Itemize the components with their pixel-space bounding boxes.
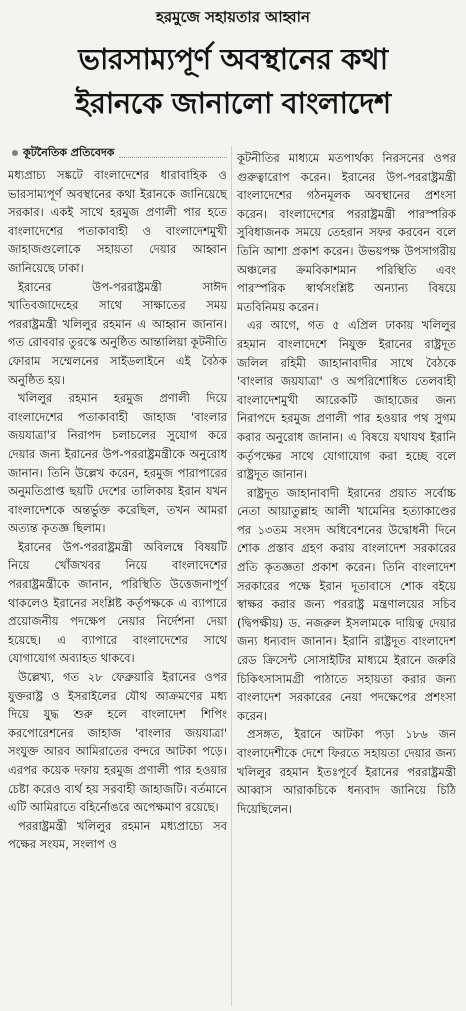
paragraph: এর আগে, গত ৫ এপ্রিল ঢাকায় খলিলুর রহমান বাংলাদেশে নিযুক্ত ইরানের রাষ্ট্রদূত জলিল রহিমী জাহানাবাদীর সাথে বৈঠকে 'বাংলার জয়যাত্রা' ও অপরিশোধিত তেলবাহী বাংলাদেশমুখী আরেকটি জাহাজের জন্য নিরাপদে হরমুজ প্রণালী পার হওয়ার পথ সুগম করার অনুরোধ জানান। এ বিষয়ে যথাযথ ইরানি কর্তৃপক্ষের সাথে যোগাযোগ করা হচ্ছে বলে রাষ্ট্রদূত জানান। xyxy=(237,318,456,482)
bullet-icon xyxy=(12,150,18,156)
paragraph: উল্লেখ্য, গত ২৮ ফেব্রুয়ারি ইরানের ওপর যুক্তরাষ্ট্র ও ইসরাইলের যৌথ আক্রমণের মধ্য দিয়ে যুদ্ধ শুরু হলে বাংলাদেশ শিপিং করপোরেশনের জাহাজ 'বাংলার জয়যাত্রা' সংযুক্ত আরব আমিরাতের বন্দরে আটকা পড়ে। এরপর কয়েক দফায় হরমুজ প্রণালী পার হওয়ার চেষ্টা করেও ব্যর্থ হয় সরবাহী জাহাজটি। বর্তমানে এটি আমিরাতে বহির্নোঙরে অপেক্ষমাণ রয়েছে। xyxy=(8,670,227,815)
byline-divider xyxy=(119,149,227,158)
column-divider xyxy=(231,146,232,1006)
paragraph: ইরানের উপ-পররাষ্ট্রমন্ত্রী সাঈদ খাতিবজাদেহের সাথে সাক্ষাতের সময় পররাষ্ট্রমন্ত্রী খলিলুর রহমান এ আহ্বান জানান। গত রোববার তুরস্কে অনুষ্ঠিত আন্তালিয়া কূটনীতি ফোরাম সম্মেলনের সাইডলাইনে এই বৈঠক অনুষ্ঠিত হয়। xyxy=(8,279,227,387)
headline-line-2: ইরানকে জানালো বাংলাদেশ xyxy=(75,86,391,120)
paragraph: পররাষ্ট্রমন্ত্রী খলিলুর রহমান মধ্যপ্রাচ্যে সব পক্ষের সংযম, সংলাপ ও xyxy=(8,818,227,852)
paragraph: খলিলুর রহমান হরমুজ প্রণালী দিয়ে বাংলাদেশের পতাকাবাহী জাহাজ 'বাংলার জয়যাত্রা'র নিরাপদ চলাচলের সুযোগ করে দেয়ার জন্য ইরানের উপ-পররাষ্ট্রমন্ত্রীকে অনুরোধ জানান। তিনি উল্লেখ করেন, হরমুজ পারাপারের অনুমতিপ্রাপ্ত ছয়টি দেশের তালিকায় ইরান যখন বাংলাদেশকে অন্তর্ভুক্ত করেছিল, তখন আমরা অত্যন্ত কৃতজ্ঞ ছিলাম। xyxy=(8,391,227,536)
byline-text: কূটনৈতিক প্রতিবেদক xyxy=(23,146,115,159)
paragraph: ইরানের উপ-পররাষ্ট্রমন্ত্রী অবিলম্বে বিষয়টি নিয়ে খোঁজখবর নিয়ে বাংলাদেশের পররাষ্ট্রমন্ত্রীকে জানান, পরিস্থিতি উত্তেজনাপূর্ণ থাকলেও ইরানের সংশ্লিষ্ট কর্তৃপক্ষকে এ ব্যাপারে প্রয়োজনীয় পদক্ষেপ নেয়ার নির্দেশনা দেয়া হয়েছে। এ ব্যাপারে বাংলাদেশের সাথে যোগাযোগ অব্যাহত থাকবে। xyxy=(8,539,227,666)
left-column xyxy=(8,166,227,854)
kicker: হরমুজে সহায়তার আহ্বান xyxy=(156,8,310,26)
paragraph: রাষ্ট্রদূত জাহানাবাদী ইরানের প্রয়াত সর্বোচ্চ নেতা আয়াতুল্লাহ আলী খামেনির হত্যাকাণ্ডের পর ১৩তম সংসদ অধিবেশনের উদ্বোধনী দিনে শোক প্রস্তাব গ্রহণ করায় বাংলাদেশ সরকারের প্রতি কৃতজ্ঞতা প্রকাশ করেন। তিনি বাংলাদেশ সরকারের পক্ষে ইরান দূতাবাসে শোক বইয়ে স্বাক্ষর করার জন্য পররাষ্ট্র মন্ত্রণালয়ের সচিব (দ্বিপক্ষীয়) ড. নজরুল ইসলামকে দায়িত্ব দেয়ার জন্য ধন্যবাদ জানান। ইরানি রাষ্ট্রদূত বাংলাদেশ রেড ক্রিসেন্ট সোসাইটির মাধ্যমে ইরানে জরুরি চিকিৎসাসামগ্রী পাঠাতে সহায়তা করার জন্য বাংলাদেশ সরকারের নেয়া পদক্ষেপের প্রশংসা করেন। xyxy=(237,485,456,723)
headline-line-1: ভারসাম্যপূর্ণ অবস্থানের কথা xyxy=(78,42,388,76)
byline xyxy=(12,146,227,160)
right-column xyxy=(237,149,456,818)
paragraph: প্রসঙ্গত, ইরানে আটকা পড়া ১৮৬ জন বাংলাদেশীকে দেশে ফিরতে সহায়তা দেয়ার জন্য খলিলুর রহমান ইতঃপূর্বে ইরানের পররাষ্ট্রমন্ত্রী আব্বাস আরাকচিকে ধন্যবাদ জানিয়ে চিঠি দিয়েছিলেন। xyxy=(237,727,456,816)
paragraph: মধ্যপ্রাচ্য সঙ্কটে বাংলাদেশের ধারাবাহিক ও ভারসাম্যপূর্ণ অবস্থানের কথা ইরানকে জানিয়েছে সরকার। একই সাথে হরমুজ প্রণালী পার হতে বাংলাদেশের পতাকাবাহী ও বাংলাদেশমুখী জাহাজগুলোকে সহায়তা দেয়ার আহ্বান জানিয়েছে ঢাকা। xyxy=(8,168,227,275)
paragraph: কূটনীতির মাধ্যমে মতপার্থক্য নিরসনের ওপর গুরুত্বারোপ করেন। ইরানের উপ-পররাষ্ট্রমন্ত্রী বাংলাদেশের গঠনমূলক অবস্থানের প্রশংসা করেন। বাংলাদেশের পররাষ্ট্রমন্ত্রী পারস্পরিক সুবিধাজনক সময়ে তেহরান সফর করবেন বলে তিনি আশা প্রকাশ করেন। উভয়পক্ষ উপসাগরীয় অঞ্চলের ক্রমবিকাশমান পরিস্থিতি এবং পারস্পরিক স্বার্থসংশ্লিষ্ট অন্যান্য বিষয়ে মতবিনিময় করেন। xyxy=(237,151,456,314)
